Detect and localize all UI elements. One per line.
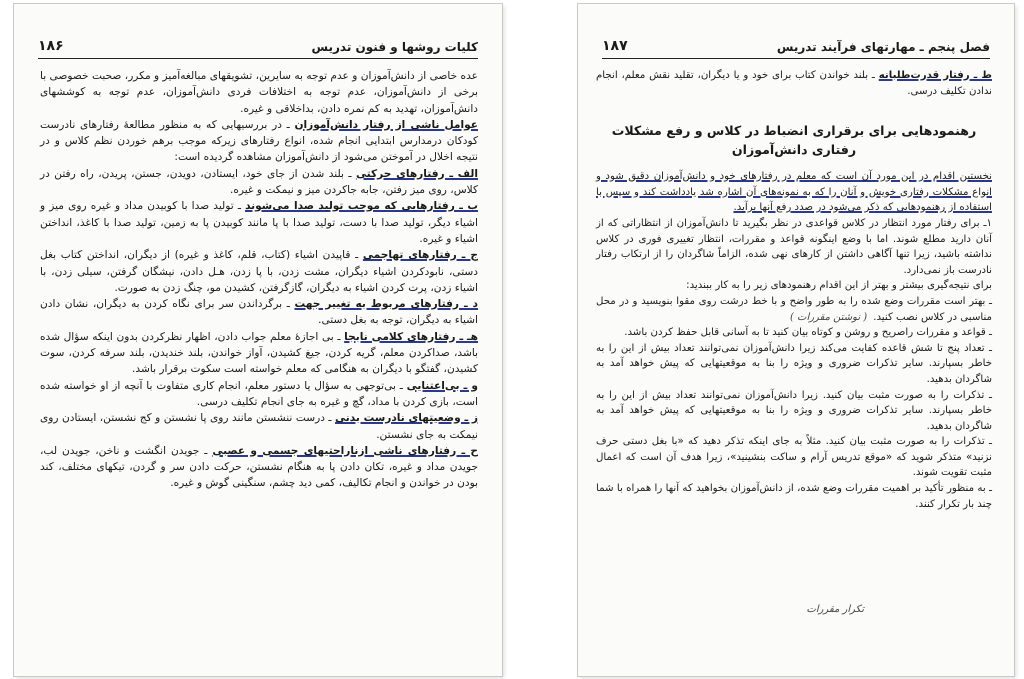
left-page-number: ۱۸۶: [38, 38, 64, 54]
book-spine-gap: [502, 0, 578, 679]
paragraph: عوامل ناشی از رفتار دانش‌آموزان ـ در بررسیهایی که به منظور مطالعهٔ رفتارهای نادرست کودکان درمدارس ابتدایی انجام شده، انواع رفتارهای زیرکه موجب برهم خوردن نظم کلاس و در نتیجه اخلال در آموختن می‌شود از دانش‌آموزان مشاهده گردیده است:: [40, 118, 478, 164]
list-item: ـ بهتر است مقررات وضع شده را به طور واضح و با خط درشت روی مقوا بنویسید و در محل مناسبی در کلاس نصب کنید.( نوشتن مقررات ): [596, 294, 992, 325]
left-page-running-title: کلیات روشها و فنون تدریس: [311, 40, 478, 54]
list-item: ـ تعداد پنج تا شش قاعده کفایت می‌کند زیرا دانش‌آموزان نمی‌توانند تعداد بیش از این را به خاطر بسپارند. سایر تذکرات ضروری و ویژه را بنا به موقعیتهایی که پیش خواهد آمد به شاگردان بدهید.: [596, 342, 992, 385]
right-page-number: ۱۸۷: [602, 38, 628, 54]
handwritten-note: ( نوشتن مقررات ): [789, 311, 868, 323]
paragraph: ح ـ رفتارهای ناشی ازناراحتیهای جسمی و عصبی ـ جویدن انگشت و ناخن، جویدن لب، جویدن مداد و غیره، تکان دادن پا به هنگام نشستن، حرکت دادن سر و گردن، تیکهای مختلف، کند بودن در خواندن و انجام تکالیف، کمی دید چشم، سنگینی گوش و غیره.: [40, 444, 478, 490]
paragraph: هـ ـ رفتارهای کلامی نابجا ـ بی اجازهٔ معلم جواب دادن، اظهار نظرکردن بدون اینکه سؤال شده باشد، صداکردن معلم، گریه کردن، جیغ کشیدن، آواز خواندن، بلند خندیدن، بلند سرفه کردن، سوت کشیدن، گفتگو با دیگران به هنگامی که معلم خواسته است سکوت برقرار باشد.: [40, 330, 479, 376]
list-item: ـ تذکرات را به صورت مثبت بیان کنید. مثلاً به جای اینکه تذکر دهید که «با بغل دستی حرف نزنید» متذکر شوید که «موقع تدریس آرام و ساکت بنشینید»، زیرا هدف آن است که اعمال مثبت تقویت شوند.: [596, 436, 992, 479]
list-item: ـ قواعد و مقررات راصریح و روشن و کوتاه بیان کنید تا به آسانی قابل حفظ کردن باشد.: [624, 327, 992, 339]
left-page-body: [40, 68, 478, 492]
paragraph: برای نتیجه‌گیری بیشتر و بهتر از این اقدام رهنمودهای زیر را به کار ببندید:: [686, 280, 992, 292]
paragraph: ز ـ وضعیتهای نادرست بدنی ـ درست ننشستن مانند روی پا نشستن و کج نشستن، ایستادن روی نیمکت به جای نشستن.: [40, 412, 478, 441]
right-page: [578, 4, 1014, 676]
paragraph: ب ـ رفتارهایی که موجب تولید صدا می‌شوند ـ تولید صدا با کوبیدن مداد و غیره روی میز و اشیاء دیگر، تولید صدا با دست، تولید صدا با پا مانند کوبیدن پا به زمین، تولید صدا با کاغذ، انداختن اشیاء و غیره.: [40, 200, 478, 245]
handwritten-margin-note: تکرار مقررات: [806, 604, 864, 615]
paragraph: ط ـ رفتار قدرت‌طلبانه ـ بلند خواندن کتاب برای خود و یا دیگران، تقلید نقش معلم، انجام ندادن تکلیف درسی.: [596, 70, 992, 97]
left-page-header: [38, 36, 478, 59]
paragraph: و ـ بی‌اعتنایی ـ بی‌توجهی به سؤال یا دستور معلم، انجام کاری متفاوت با آنچه از او خواسته شده است، بازی کردن با مداد، گچ و غیره به جای انجام تکلیف درسی.: [40, 379, 478, 408]
right-page-header: [602, 36, 990, 59]
list-item: ـ تذکرات را به صورت مثبت بیان کنید. زیرا دانش‌آموزان نمی‌توانند تعداد بیش از این را به خاطر بسپارند. سایر تذکرات ضروری و ویژه را بنا به موقعیتهایی که پیش خواهد آمد به شاگردان بدهید.: [596, 389, 992, 432]
paragraph: الف ـ رفتارهای حرکتی ـ بلند شدن از جای خود، ایستادن، دویدن، جستن، پریدن، راه رفتن در کلاس، روی میز رفتن، جابه جاکردن میز و نیمکت و غیره.: [40, 167, 478, 197]
paragraph: ۱ـ برای رفتار مورد انتظار در کلاس قواعدی در نظر بگیرید تا دانش‌آموزان از انتظاراتی که از آنان دارید مطلع شوند. اما با وضع اینگونه قواعد و مقررات، انتظار تغییری فوری در کلاس نداشته باشید، زیرا تنها آگاهی داشتن از کارهای نهی شده، الزاماً شاگردان را از ارتکاب رفتار نادرست باز نمی‌دارد.: [596, 217, 992, 276]
left-page: [14, 4, 502, 676]
paragraph: د ـ رفتارهای مربوط به تغییر جهت ـ برگرداندن سر برای نگاه کردن به دیگران، نشان دادن اشیاء به دیگران، توجه به بغل دستی.: [40, 298, 478, 327]
list-item: ـ به منظور تأکید بر اهمیت مقررات وضع شده، از دانش‌آموزان بخواهید که آنها را همراه با شما چند بار تکرار کنند.: [596, 483, 992, 510]
paragraph: ج ـ رفتارهای تهاجمی ـ قاپیدن اشیاء (کتاب، قلم، کاغذ و غیره) از دیگران، انداختن کتاب بغل دستی، نابودکردن اشیاء دیگران، مشت زدن، با پا زدن، هـل دادن، نیشگان گرفتن، سیلی زدن، با اشیاء زدن، پرت کردن اشیاء به دیگران، گازگرفتن، کشیدن مو، چنگ زدن به صورت.: [40, 249, 478, 294]
paragraph: نخستین اقدام در این مورد آن است که معلم در رفتارهای خود و دانش‌آموزان دقیق شود و انواع مشکلات رفتاری خویش و آنان را که به نمونه‌های آن اشاره شد یادداشت کند و سپس با استفاده از رهنمودهایی که ذکر می‌شود در صدد رفع آنها برآید.: [596, 171, 992, 214]
paragraph: عده خاصی از دانش‌آموزان و عدم توجه به سایرین، تشویقهای مبالغه‌آمیز و مکرر، صحبت خصوصی با برخی از دانش‌آموزان، عدم توجه به اختلافات فردی دانش‌آموزان، عدم توجه به کوششهای دانش‌آموزان، تهدید به کم نمره دادن، بداخلاقی و غیره.: [40, 70, 478, 115]
right-page-body: [596, 68, 992, 512]
right-page-running-title: فصل پنجم ـ مهارتهای فرآیند تدریس: [776, 40, 990, 54]
section-title: رهنمودهایی برای برقراری انضباط در کلاس و رفع مشکلات رفتاری دانش‌آموزان: [611, 123, 977, 158]
